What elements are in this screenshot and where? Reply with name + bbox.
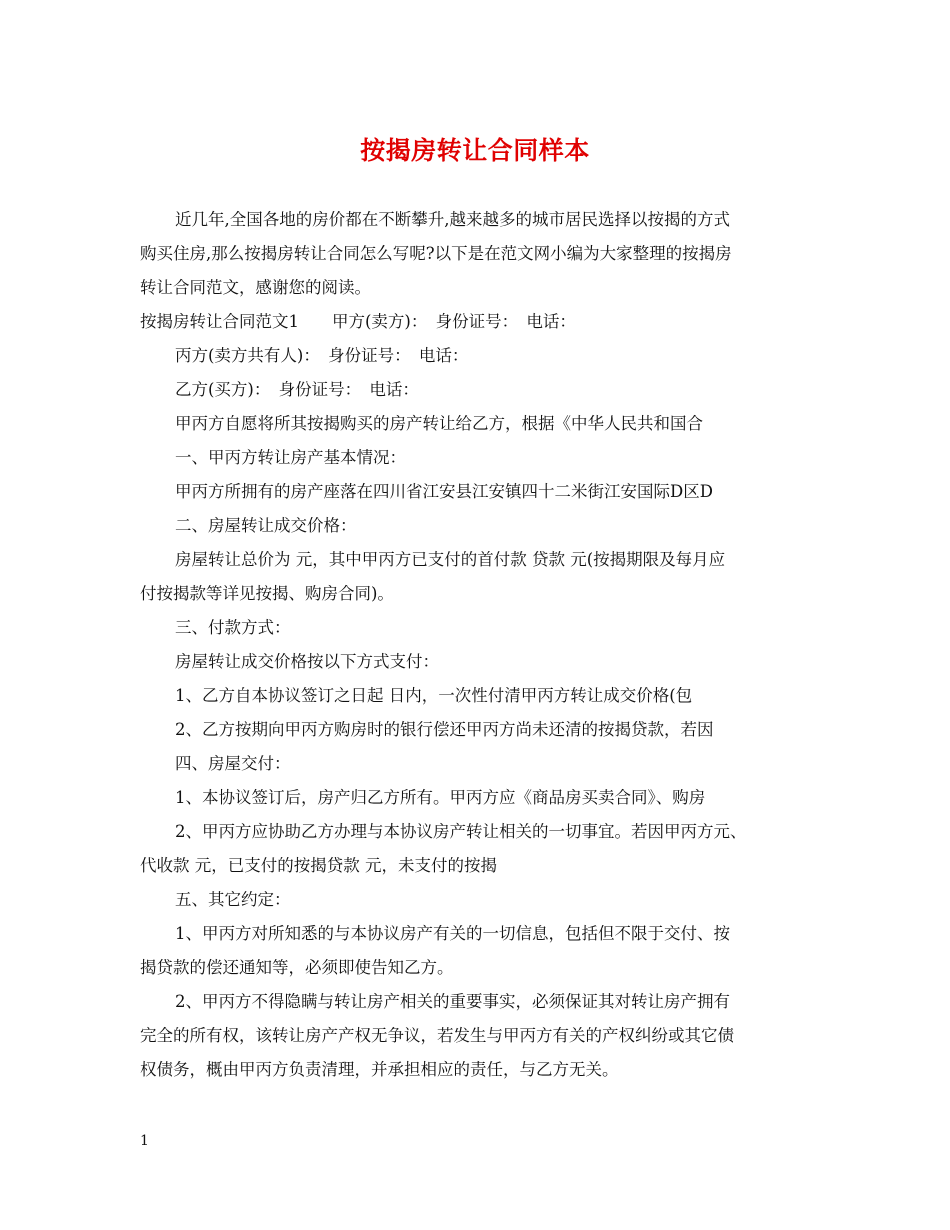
document-body <box>140 203 812 1087</box>
paragraph-line: 2、乙方按期向甲丙方购房时的银行偿还甲丙方尚未还清的按揭贷款，若因 <box>175 720 714 739</box>
section-heading: 四、房屋交付： <box>175 754 291 773</box>
paragraph-line: 按揭房转让合同范文1 甲方(卖方)： 身份证号： 电话： <box>140 312 576 331</box>
paragraph-line: 1、本协议签订后，房产归乙方所有。甲丙方应《商品房买卖合同》、购房 <box>175 788 706 807</box>
paragraph-line: 房屋转让总价为 元，其中甲丙方已支付的首付款 贷款 元(按揭期限及每月应 <box>175 550 726 569</box>
document-title: 按揭房转让合同样本 <box>360 136 590 165</box>
paragraph-line: 甲丙方所拥有的房产座落在四川省江安县江安镇四十二米街江安国际D区D <box>175 482 713 501</box>
section-heading: 一、甲丙方转让房产基本情况： <box>175 448 406 467</box>
paragraph-line: 付按揭款等详见按揭、购房合同)。 <box>140 584 394 603</box>
paragraph-line: 完全的所有权，该转让房产产权无争议，若发生与甲丙方有关的产权纠纷或其它债 <box>140 1026 734 1045</box>
paragraph-line: 1、乙方自本协议签订之日起 日内，一次性付清甲丙方转让成交价格(包 <box>175 686 693 705</box>
paragraph-line: 揭贷款的偿还通知等，必须即使告知乙方。 <box>140 958 454 977</box>
paragraph-line: 近几年,全国各地的房价都在不断攀升,越来越多的城市居民选择以按揭的方式 <box>175 210 730 229</box>
paragraph-line: 甲丙方自愿将所其按揭购买的房产转让给乙方，根据《中华人民共和国合 <box>175 414 703 433</box>
paragraph-line: 乙方(买方)： 身份证号： 电话： <box>175 380 419 399</box>
page-number: 1 <box>140 1133 149 1149</box>
paragraph-line: 2、甲丙方不得隐瞒与转让房产相关的重要事实，必须保证其对转让房产拥有 <box>175 992 730 1011</box>
paragraph-line: 1、甲丙方对所知悉的与本协议房产有关的一切信息，包括但不限于交付、按 <box>175 924 730 943</box>
paragraph-line: 丙方(卖方共有人)： 身份证号： 电话： <box>175 346 469 365</box>
paragraph-line: 房屋转让成交价格按以下方式支付： <box>175 652 439 671</box>
paragraph-line: 转让合同范文，感谢您的阅读。 <box>140 278 371 297</box>
section-heading: 二、房屋转让成交价格： <box>175 516 357 535</box>
paragraph-line: 购买住房,那么按揭房转让合同怎么写呢?以下是在范文网小编为大家整理的按揭房 <box>140 244 732 263</box>
section-heading: 三、付款方式： <box>175 618 291 637</box>
paragraph-line: 权债务，概由甲丙方负责清理，并承担相应的责任，与乙方无关。 <box>140 1060 619 1079</box>
section-heading: 五、其它约定： <box>175 890 291 909</box>
paragraph-line: 代收款 元，已支付的按揭贷款 元，未支付的按揭 <box>140 856 497 875</box>
paragraph-line: 2、甲丙方应协助乙方办理与本协议房产转让相关的一切事宜。若因甲丙方元、 <box>175 822 747 841</box>
